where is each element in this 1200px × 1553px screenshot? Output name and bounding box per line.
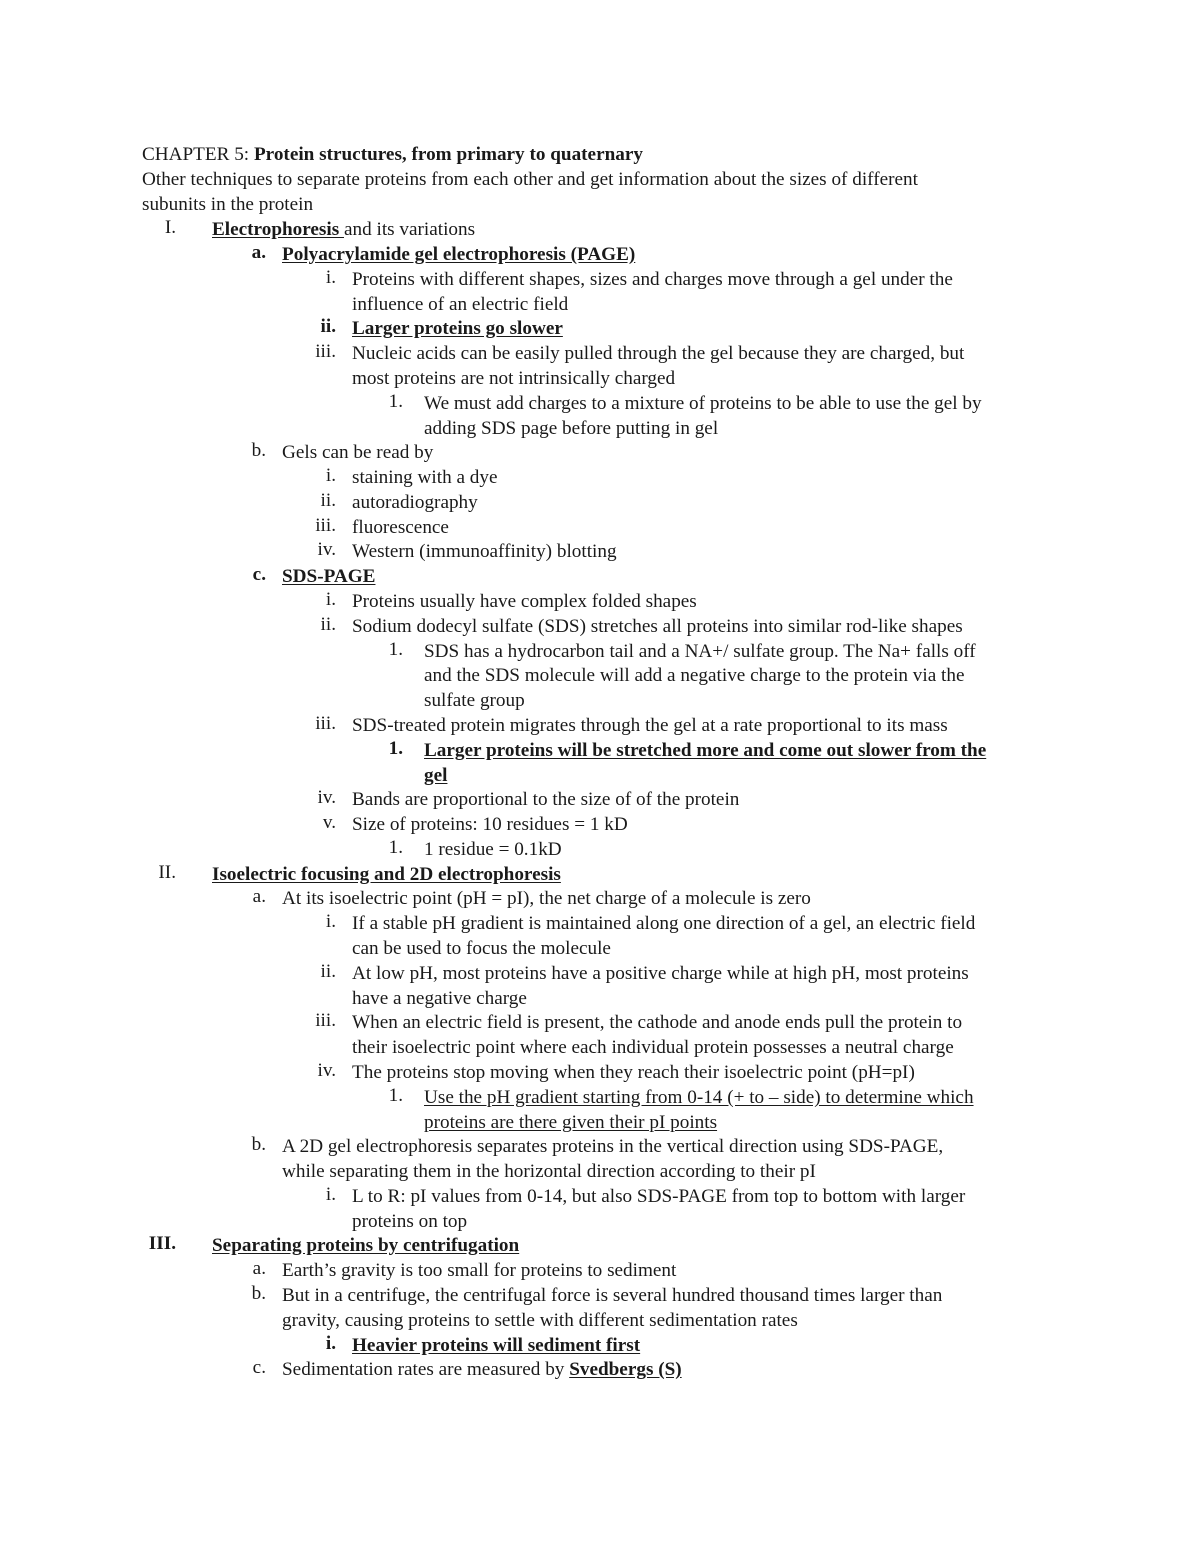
s2-b-i-line-2: proteins on top xyxy=(352,1211,468,1232)
s1-b-item-marker: iii. xyxy=(315,515,336,536)
s1-a-ii-text: Larger proteins go slower xyxy=(352,318,563,339)
chapter-subtitle: Protein structures, from primary to quaternary xyxy=(253,144,643,165)
s1-c-i-text: Proteins usually have complex folded shapes xyxy=(352,591,697,612)
s2-b-marker: b. xyxy=(251,1134,266,1155)
section-3-marker: III. xyxy=(148,1233,176,1254)
s3-b-marker: b. xyxy=(251,1283,266,1304)
s1-c-iii-1-line-2: gel xyxy=(424,765,448,786)
s1-b-item: Western (immunoaffinity) blotting xyxy=(352,541,617,562)
s1-c-marker: c. xyxy=(252,564,266,585)
s1-a-marker: a. xyxy=(251,242,266,263)
s3-c-text: Sedimentation rates are measured by xyxy=(282,1359,570,1380)
s2-a-iv-text: The proteins stop moving when they reach their isoelectric point (pH=pI) xyxy=(352,1062,915,1083)
s2-a-iv-1-marker: 1. xyxy=(388,1085,403,1106)
s1-c-ii-text: Sodium dodecyl sulfate (SDS) stretches all proteins into similar rod-like shapes xyxy=(352,616,963,637)
s1-c-v-text: Size of proteins: 10 residues = 1 kD xyxy=(352,814,628,835)
s3-c-bold: Svedbergs (S) xyxy=(569,1359,682,1380)
s1-c-ii-1-line-2: and the SDS molecule will add a negative charge to the protein via the xyxy=(424,665,965,686)
s2-b-i-line-1: L to R: pI values from 0-14, but also SDS-PAGE from top to bottom with larger xyxy=(352,1186,966,1207)
s1-b-item: fluorescence xyxy=(352,517,449,538)
s1-b-item-marker: ii. xyxy=(320,490,336,511)
s1-a-i-line-2: influence of an electric field xyxy=(352,294,569,315)
section-1-heading-rest: and its variations xyxy=(344,219,476,240)
s1-b-item: staining with a dye xyxy=(352,467,498,488)
s2-a-i-line-1: If a stable pH gradient is maintained along one direction of a gel, an electric field xyxy=(352,913,976,934)
s1-a-iii-1-line-1: We must add charges to a mixture of proteins to be able to use the gel by xyxy=(424,393,982,414)
s1-c-iv-text: Bands are proportional to the size of of the protein xyxy=(352,789,740,810)
s1-c-ii-1-line-1: SDS has a hydrocarbon tail and a NA+/ sulfate group. The Na+ falls off xyxy=(424,641,976,662)
section-1-heading xyxy=(212,217,475,242)
s2-a-iii-line-1: When an electric field is present, the cathode and anode ends pull the protein to xyxy=(352,1012,963,1033)
s2-a-iv-marker: iv. xyxy=(317,1060,336,1081)
s1-c-ii-marker: ii. xyxy=(320,614,336,635)
s2-a-ii-line-2: have a negative charge xyxy=(352,988,527,1009)
s1-c-v-1-marker: 1. xyxy=(388,837,403,858)
s1-a-iii-1-line-2: adding SDS page before putting in gel xyxy=(424,418,719,439)
s1-a-iii-1-marker: 1. xyxy=(388,391,403,412)
s1-c-v-marker: v. xyxy=(322,812,336,833)
s2-a-i-marker: i. xyxy=(325,911,336,932)
s1-b-marker: b. xyxy=(251,440,266,461)
s2-a-ii-line-1: At low pH, most proteins have a positive charge while at high pH, most proteins xyxy=(352,963,969,984)
s3-b-i-text: Heavier proteins will sediment first xyxy=(352,1335,641,1356)
s3-b-line-2: gravity, causing proteins to settle with different sedimentation rates xyxy=(282,1310,798,1331)
s1-b-item-marker: iv. xyxy=(317,539,336,560)
section-2-heading: Isoelectric focusing and 2D electrophoresis xyxy=(212,864,561,885)
s1-a-title: Polyacrylamide gel electrophoresis (PAGE) xyxy=(282,244,636,265)
s3-a-marker: a. xyxy=(252,1258,266,1279)
s2-b-line-1: A 2D gel electrophoresis separates proteins in the vertical direction using SDS-PAGE, xyxy=(282,1136,944,1157)
s1-c-ii-1-line-3: sulfate group xyxy=(424,690,525,711)
s2-a-iv-1-line-2: proteins are there given their pI points xyxy=(424,1112,718,1133)
chapter-title xyxy=(142,142,643,167)
s1-c-iii-text: SDS-treated protein migrates through the gel at a rate proportional to its mass xyxy=(352,715,948,736)
s1-a-i-line-1: Proteins with different shapes, sizes and charges move through a gel under the xyxy=(352,269,953,290)
s1-a-iii-line-2: most proteins are not intrinsically charged xyxy=(352,368,676,389)
s1-c-iii-marker: iii. xyxy=(315,713,336,734)
s2-b-line-2: while separating them in the horizontal direction according to their pI xyxy=(282,1161,816,1182)
s1-a-iii-marker: iii. xyxy=(315,341,336,362)
s1-b-item-marker: i. xyxy=(325,465,336,486)
s1-a-iii-line-1: Nucleic acids can be easily pulled through the gel because they are charged, but xyxy=(352,343,965,364)
s2-a-ii-marker: ii. xyxy=(320,961,336,982)
s1-a-ii-marker: ii. xyxy=(320,316,336,337)
s2-a-title: At its isoelectric point (pH = pI), the net charge of a molecule is zero xyxy=(282,888,811,909)
intro-line-1: Other techniques to separate proteins from each other and get information about the sizes of different xyxy=(142,169,918,190)
s2-a-marker: a. xyxy=(252,886,266,907)
section-1-marker: I. xyxy=(164,217,176,238)
s1-c-iii-1-marker: 1. xyxy=(388,738,403,759)
section-2-marker: II. xyxy=(158,862,176,883)
s1-a-i-marker: i. xyxy=(325,267,336,288)
s2-b-i-marker: i. xyxy=(325,1184,336,1205)
s1-c-i-marker: i. xyxy=(325,589,336,610)
s2-a-iii-line-2: their isoelectric point where each individual protein possesses a neutral charge xyxy=(352,1037,954,1058)
section-1-heading-bold: Electrophoresis xyxy=(212,219,344,240)
s3-a-text: Earth’s gravity is too small for proteins to sediment xyxy=(282,1260,677,1281)
s3-b-line-1: But in a centrifuge, the centrifugal force is several hundred thousand times larger than xyxy=(282,1285,943,1306)
s1-c-v-1-text: 1 residue = 0.1kD xyxy=(424,839,562,860)
chapter-label: CHAPTER 5: xyxy=(142,144,254,165)
s2-a-iv-1-line-1: Use the pH gradient starting from 0-14 (+ to – side) to determine which xyxy=(424,1087,974,1108)
s2-a-i-line-2: can be used to focus the molecule xyxy=(352,938,611,959)
s3-c-marker: c. xyxy=(252,1357,266,1378)
s1-c-title: SDS-PAGE xyxy=(282,566,376,587)
s1-b-item: autoradiography xyxy=(352,492,478,513)
intro-line-2: subunits in the protein xyxy=(142,194,314,215)
s3-c-line xyxy=(282,1357,682,1382)
s2-a-iii-marker: iii. xyxy=(315,1010,336,1031)
s3-b-i-marker: i. xyxy=(325,1333,336,1354)
s1-c-iv-marker: iv. xyxy=(317,787,336,808)
s1-b-title: Gels can be read by xyxy=(282,442,434,463)
s1-c-ii-1-marker: 1. xyxy=(388,639,403,660)
s1-c-iii-1-line-1: Larger proteins will be stretched more and come out slower from the xyxy=(424,740,987,761)
section-3-heading: Separating proteins by centrifugation xyxy=(212,1235,520,1256)
